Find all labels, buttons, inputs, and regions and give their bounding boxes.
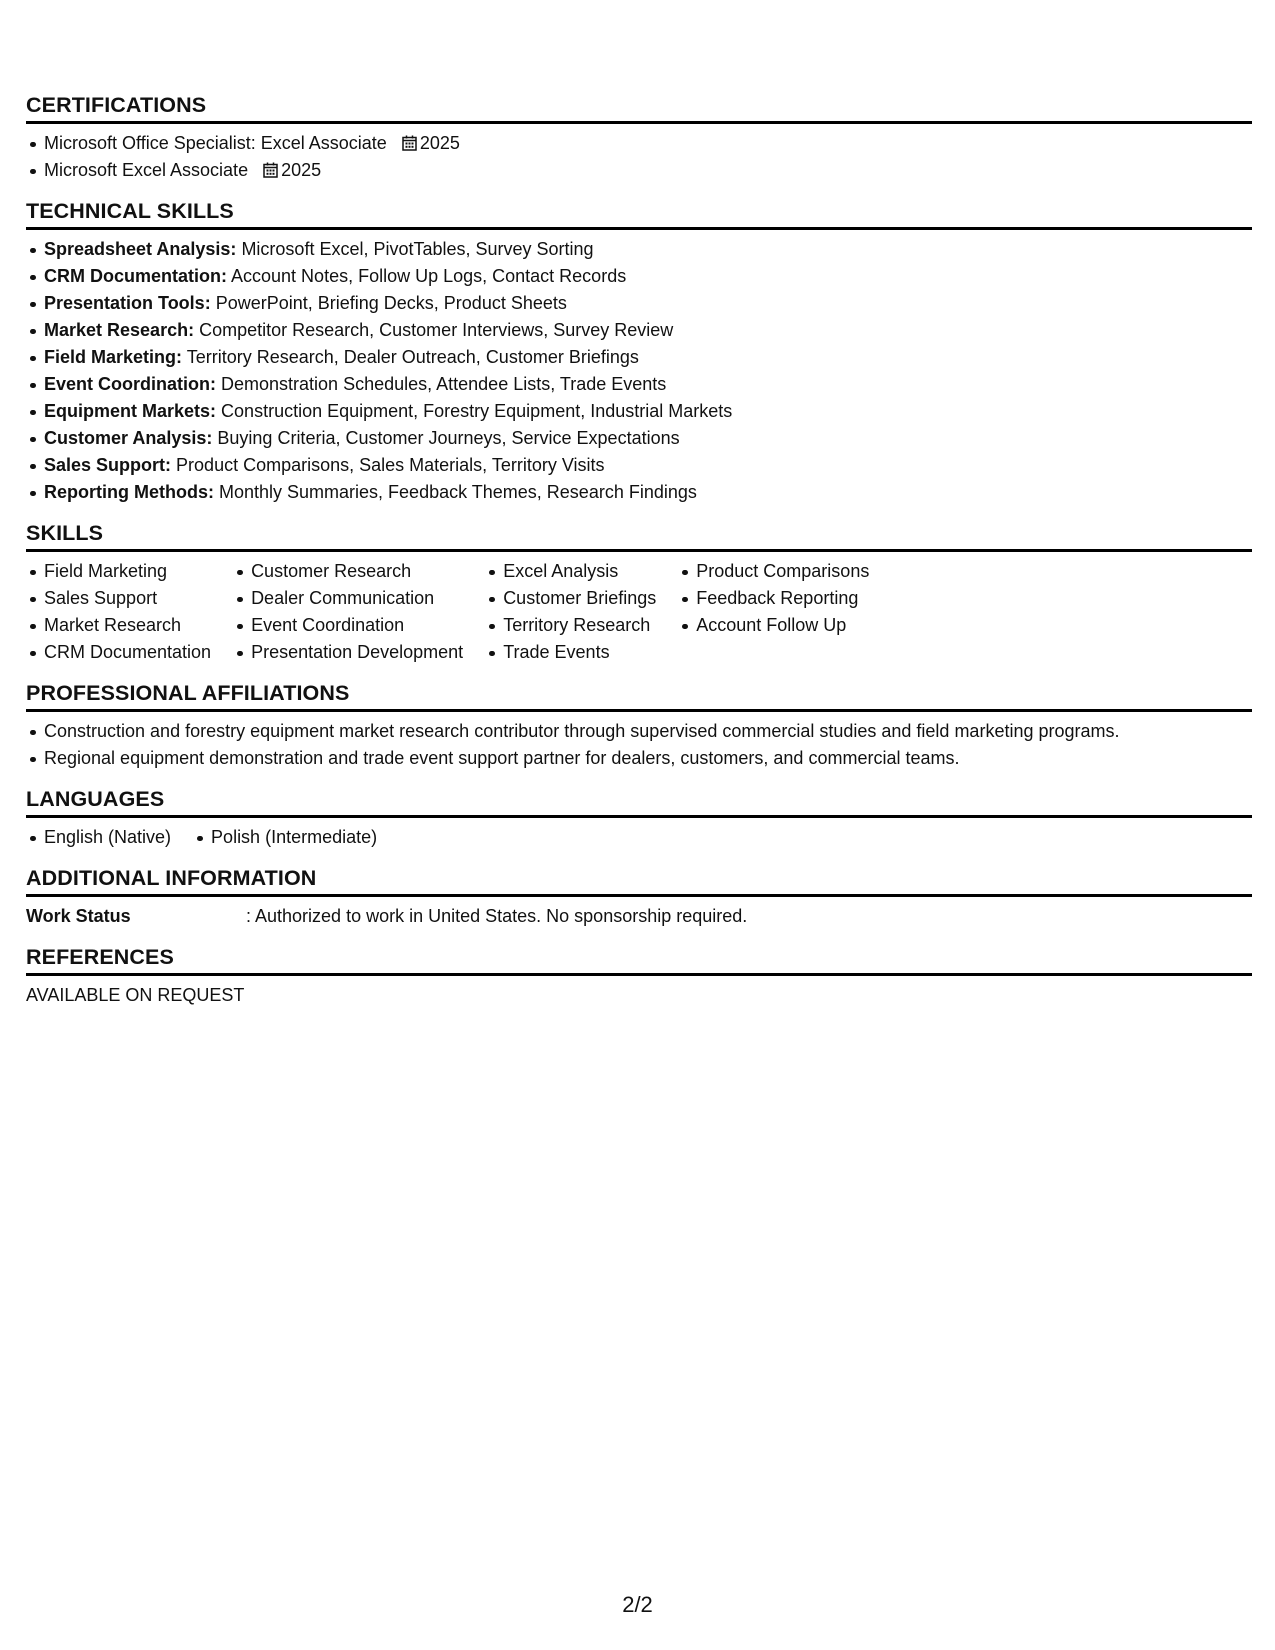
technical-skill-item [26,452,1252,479]
technical-skill-label: Reporting Methods: [44,482,214,502]
affiliations-list [26,718,1252,772]
technical-skill-item [26,371,1252,398]
skill-item: Product Comparisons [678,558,869,585]
skill-item: Trade Events [485,639,656,666]
skill-item: Event Coordination [233,612,463,639]
technical-skill-item [26,398,1252,425]
languages-list [26,824,399,851]
technical-skill-label: CRM Documentation: [44,266,227,286]
technical-skill-value: Product Comparisons, Sales Materials, Territory Visits [176,455,605,475]
section-title-references: REFERENCES [26,944,1252,976]
technical-skill-label: Spreadsheet Analysis: [44,239,237,259]
page-number: 2/2 [622,1592,653,1617]
work-status-label: Work Status [26,906,131,926]
skill-item: Customer Briefings [485,585,656,612]
skills-column [26,558,211,666]
skills-column [485,558,656,666]
technical-skill-item [26,236,1252,263]
technical-skill-item [26,479,1252,506]
technical-skill-item [26,290,1252,317]
affiliation-item: Construction and forestry equipment market research contributor through supervised commercial studies and field marketing programs. [26,718,1252,745]
skill-item: Sales Support [26,585,211,612]
section-title-certifications: CERTIFICATIONS [26,92,1252,124]
section-title-additional-info: ADDITIONAL INFORMATION [26,865,1252,897]
certification-name: Microsoft Office Specialist: Excel Associate [44,133,387,153]
technical-skill-item [26,317,1252,344]
skill-item: Territory Research [485,612,656,639]
work-status-value: : Authorized to work in United States. No sponsorship required. [246,906,748,926]
additional-info-section [26,865,1252,930]
skill-item: Feedback Reporting [678,585,869,612]
skill-item: Field Marketing [26,558,211,585]
technical-skill-label: Market Research: [44,320,195,340]
technical-skill-value: Demonstration Schedules, Attendee Lists, Trade Events [221,374,667,394]
skills-column [678,558,869,666]
technical-skill-value: Account Notes, Follow Up Logs, Contact Records [231,266,627,286]
technical-skill-value: Territory Research, Dealer Outreach, Customer Briefings [186,347,639,367]
references-text: AVAILABLE ON REQUEST [26,985,245,1005]
certification-item [26,130,1252,157]
certifications-section [26,92,1252,184]
language-item: English (Native) [26,824,171,851]
technical-skill-label: Equipment Markets: [44,401,217,421]
technical-skills-section [26,198,1252,506]
skill-item: Account Follow Up [678,612,869,639]
technical-skill-value: Competitor Research, Customer Interviews, Survey Review [199,320,674,340]
section-title-technical-skills: TECHNICAL SKILLS [26,198,1252,230]
technical-skill-label: Customer Analysis: [44,428,213,448]
technical-skill-item [26,425,1252,452]
technical-skill-value: Monthly Summaries, Feedback Themes, Research Findings [219,482,697,502]
skill-item: Presentation Development [233,639,463,666]
skills-section [26,520,1252,666]
calendar-icon [402,135,417,151]
skill-item: Market Research [26,612,211,639]
technical-skill-value: PowerPoint, Briefing Decks, Product Sheets [215,293,567,313]
certification-item [26,157,1252,184]
section-title-affiliations: PROFESSIONAL AFFILIATIONS [26,680,1252,712]
skill-item: Customer Research [233,558,463,585]
section-title-languages: LANGUAGES [26,786,1252,818]
technical-skill-value: Microsoft Excel, PivotTables, Survey Sorting [241,239,594,259]
calendar-icon [263,162,278,178]
section-title-skills: SKILLS [26,520,1252,552]
languages-section [26,786,1252,851]
skills-grid [26,558,1252,666]
work-status-row [26,903,1252,930]
language-item: Polish (Intermediate) [193,824,377,851]
skill-item: Excel Analysis [485,558,656,585]
certifications-list [26,130,1252,184]
technical-skill-item [26,263,1252,290]
affiliation-item: Regional equipment demonstration and trade event support partner for dealers, customers, and commercial teams. [26,745,1252,772]
resume-page [26,92,1252,1009]
technical-skill-value: Construction Equipment, Forestry Equipment, Industrial Markets [221,401,733,421]
skill-item: CRM Documentation [26,639,211,666]
affiliations-section [26,680,1252,772]
references-section [26,944,1252,1009]
certification-name: Microsoft Excel Associate [44,160,249,180]
skill-item: Dealer Communication [233,585,463,612]
certification-year: 2025 [419,133,460,153]
technical-skill-label: Field Marketing: [44,347,183,367]
technical-skills-list [26,236,1252,506]
technical-skill-label: Presentation Tools: [44,293,211,313]
technical-skill-label: Event Coordination: [44,374,216,394]
languages-row [26,824,1252,851]
technical-skill-item [26,344,1252,371]
technical-skill-label: Sales Support: [44,455,172,475]
technical-skill-value: Buying Criteria, Customer Journeys, Service Expectations [217,428,680,448]
certification-year: 2025 [281,160,322,180]
skills-column [233,558,463,666]
